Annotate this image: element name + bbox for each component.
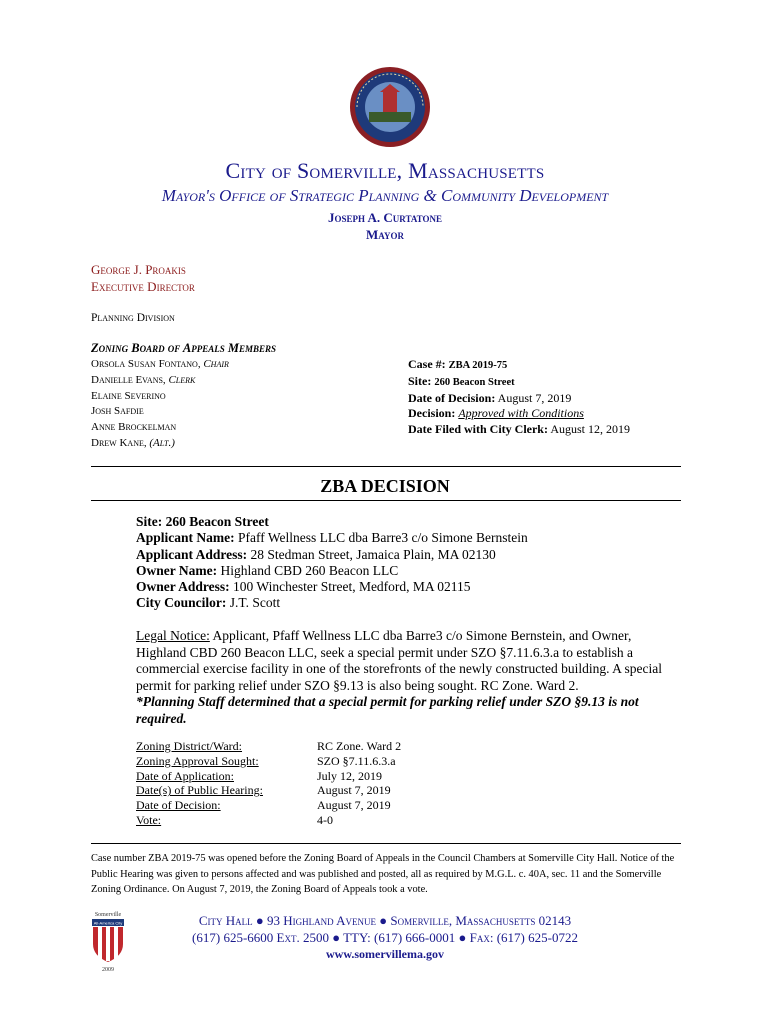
case-decision: Decision: Approved with Conditions [408,406,584,421]
badge-mid-text: All-America City [93,920,123,926]
case-number: Case #: ZBA 2019-75 [408,357,508,371]
footer-phone: (617) 625-6600 Ext. 2500 ● TTY: (617) 666-0001 ● Fax: (617) 625-0722 [192,930,578,945]
applicant-row: Applicant Name: Pfaff Wellness LLC dba Barre3 c/o Simone Bernstein [136,530,528,546]
legal-notice-label: Legal Notice: [136,628,210,643]
facts-row: Date(s) of Public Hearing: August 7, 2019 [136,783,391,798]
case-filed-date: Date Filed with City Clerk: August 12, 2019 [408,422,630,437]
legal-notice-text: Applicant, Pfaff Wellness LLC dba Barre3 c/o Simone Bernstein, and Owner, Highland CBD 260 Beacon LLC, seek a special permit under SZO §7.11.6.3.a to establish a commercial exercise facility in one of the storefronts of the newly constructed building. A special permit for parking relief under SZO §9.13 is also being sought. RC Zone. Ward 2. [136,628,662,693]
city-title: City of Somerville, Massachusetts [225,158,545,183]
board-member: Anne Brockelman [91,421,177,434]
case-facts-table [136,739,401,828]
divider [91,466,681,467]
owner-row: Owner Name: Highland CBD 260 Beacon LLC [136,562,399,578]
board-member: Josh Safdie [91,405,144,418]
mayor-name: Joseph A. Curtatone [327,210,442,225]
facts-row: Date of Application: July 12, 2019 [136,768,383,783]
badge-year-text: 2009 [102,967,114,972]
facts-row: Zoning District/Ward: RC Zone. Ward 2 [136,739,402,753]
divider [91,843,681,844]
legal-notice [136,628,681,727]
board-member: Danielle Evans, Clerk [91,373,196,386]
owner-address-row: Owner Address: 100 Winchester Street, Medford, MA 02115 [136,579,471,595]
board-member: Drew Kane, (Alt.) [91,436,175,449]
facts-row: Vote: 4-0 [136,812,333,827]
decision-title: ZBA DECISION [320,476,450,496]
case-decision-date: Date of Decision: August 7, 2019 [408,390,572,405]
executive-director-name: George J. Proakis [91,262,186,277]
case-site: Site: 260 Beacon Street [408,373,515,388]
board-member: Elaine Severino [91,389,166,402]
city-seal-logo [349,66,431,148]
board-members-list [91,357,229,452]
facts-row: Zoning Approval Sought: SZO §7.11.6.3.a [136,753,396,768]
planning-staff-note: *Planning Staff determined that a special permit for parking relief under SZO §9.13 is not required. [136,694,639,726]
executive-director-title: Executive Director [91,279,195,294]
site-info [136,514,528,612]
site-row: Site: 260 Beacon Street [136,514,269,529]
footer-address: City Hall ● 93 Highland Avenue ● Somerville, Massachusetts 02143 [198,913,572,928]
board-heading: Zoning Board of Appeals Members [91,341,276,355]
badge-top-text: Somerville [94,912,122,918]
office-title: Mayor's Office of Strategic Planning & Community Development [161,186,609,205]
applicant-address-row: Applicant Address: 28 Stedman Street, Jamaica Plain, MA 02130 [136,546,496,562]
board-member: Orsola Susan Fontano, Chair [91,358,229,370]
case-summary [408,357,630,438]
footer-website-link[interactable]: www.somervillema.gov [326,947,444,961]
planning-division: Planning Division [91,312,175,324]
divider [91,500,681,501]
facts-row: Date of Decision: August 7, 2019 [136,798,391,813]
mayor-title: Mayor [366,227,404,242]
case-summary-paragraph: Case number ZBA 2019-75 was opened before the Zoning Board of Appeals in the Council Chambers at Somerville City Hall. Notice of the Public Hearing was given to persons affected and was published and posted, all as required by M.G.L. c. 40A, sec. 11 and the Somerville Zoning Ordinance. On August 7, 2019, the Zoning Board of Appeals took a vote. [91,853,675,895]
councilor-row: City Councilor: J.T. Scott [136,595,281,611]
